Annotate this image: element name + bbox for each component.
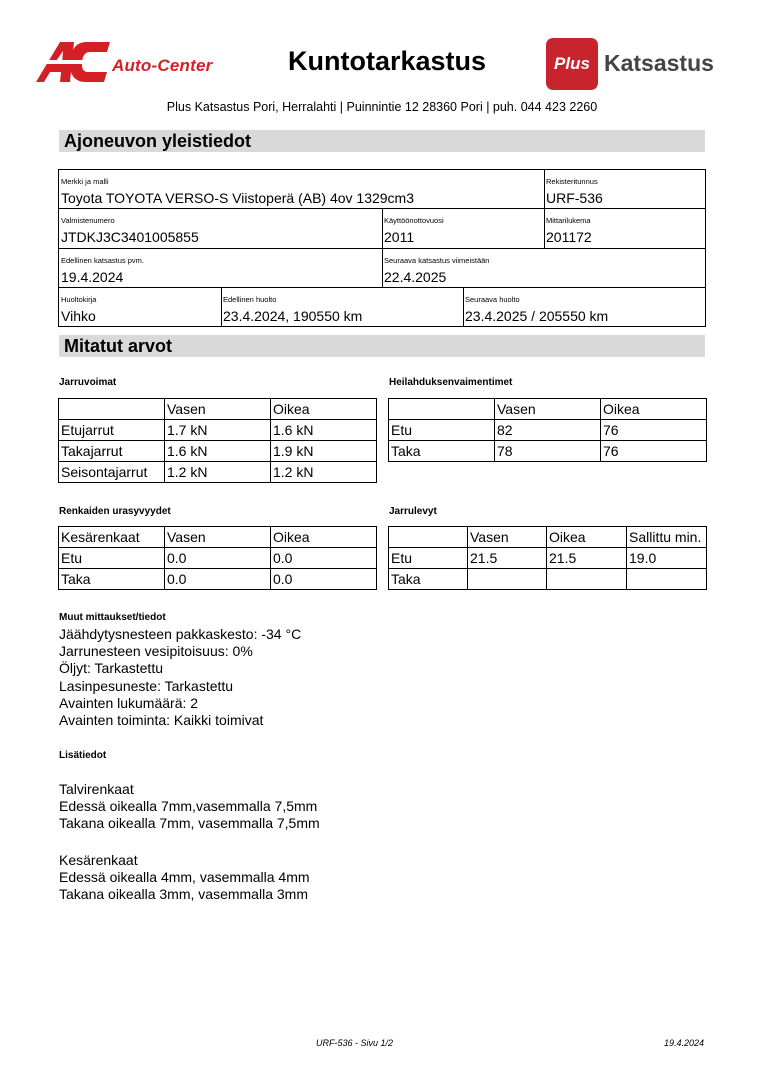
shocks-title: Heilahduksenvaimentimet bbox=[389, 377, 513, 388]
table-header-cell: Vasen bbox=[165, 527, 271, 548]
list-item: Kesärenkaat bbox=[59, 852, 138, 868]
table-row bbox=[59, 548, 377, 569]
brakes-title: Jarruvoimat bbox=[59, 377, 117, 388]
table-header-cell: Sallittu min. bbox=[627, 527, 707, 548]
table-row bbox=[59, 441, 377, 462]
next-service-value: 23.4.2025 / 205550 km bbox=[465, 308, 609, 324]
odometer-label: Mittarilukema bbox=[546, 216, 591, 225]
table-cell: 1.2 kN bbox=[165, 462, 271, 483]
prev-service-label: Edellinen huolto bbox=[223, 295, 277, 304]
next-inspection-label: Seuraava katsastus viimeistään bbox=[384, 256, 490, 265]
list-item: Lasinpesuneste: Tarkastettu bbox=[59, 677, 234, 694]
list-item: Edessä oikealla 7mm,vasemmalla 7,5mm bbox=[59, 798, 318, 815]
winter-tires-block bbox=[59, 781, 320, 833]
station-address: Plus Katsastus Pori, Herralahti | Puinnintie 12 28360 Pori | puh. 044 423 2260 bbox=[166, 100, 598, 114]
year-value: 2011 bbox=[384, 229, 415, 245]
plus-badge: Plus bbox=[546, 38, 598, 90]
table-cell: 21.5 bbox=[468, 548, 547, 569]
table-header-cell: Vasen bbox=[495, 399, 601, 420]
table-header-cell: Oikea bbox=[271, 399, 377, 420]
year-label: Käyttöönottovuosi bbox=[384, 216, 444, 225]
table-header-row bbox=[389, 399, 707, 420]
table-cell: Taka bbox=[389, 569, 468, 590]
table-cell: 76 bbox=[601, 441, 707, 462]
footer-page-info: URF-536 - Sivu 1/2 bbox=[316, 1038, 394, 1048]
list-item: Jarrunesteen vesipitoisuus: 0% bbox=[59, 643, 253, 660]
table-cell: 0.0 bbox=[271, 569, 377, 590]
table-cell: 1.9 kN bbox=[271, 441, 377, 462]
table-row bbox=[389, 441, 707, 462]
table-cell: 21.5 bbox=[547, 548, 627, 569]
section-vehicle-info-title: Ajoneuvon yleistiedot bbox=[64, 131, 252, 151]
list-item: Talvirenkaat bbox=[59, 781, 134, 797]
table-cell: 1.6 kN bbox=[165, 441, 271, 462]
katsastus-logo-text: Katsastus bbox=[604, 50, 714, 76]
table-cell: Taka bbox=[59, 569, 165, 590]
table-header-row bbox=[59, 399, 377, 420]
table-cell: Takajarrut bbox=[59, 441, 165, 462]
table-header-cell bbox=[389, 527, 468, 548]
vin-label: Valmistenumero bbox=[61, 216, 115, 225]
vin-value: JTDKJ3C3401005855 bbox=[61, 229, 199, 245]
table-cell bbox=[547, 569, 627, 590]
list-item: Öljyt: Tarkastettu bbox=[59, 660, 164, 677]
auto-center-ac-mark-icon bbox=[36, 38, 116, 84]
auto-center-logo bbox=[36, 38, 226, 88]
list-item: Edessä oikealla 4mm, vasemmalla 4mm bbox=[59, 869, 310, 886]
list-item: Avainten toiminta: Kaikki toimivat bbox=[59, 712, 264, 729]
table-cell bbox=[468, 569, 547, 590]
prev-service-value: 23.4.2024, 190550 km bbox=[223, 308, 363, 324]
other-measurements-title: Muut mittaukset/tiedot bbox=[59, 612, 166, 623]
service-book-value: Vihko bbox=[61, 308, 96, 324]
shocks-table bbox=[388, 398, 707, 462]
table-cell: Etu bbox=[59, 548, 165, 569]
table-row bbox=[59, 420, 377, 441]
table-cell: Taka bbox=[389, 441, 495, 462]
table-row bbox=[59, 569, 377, 590]
table-row bbox=[389, 548, 707, 569]
odometer-value: 201172 bbox=[546, 229, 592, 245]
discs-title: Jarrulevyt bbox=[389, 506, 437, 517]
next-inspection-value: 22.4.2025 bbox=[384, 269, 447, 285]
footer-date: 19.4.2024 bbox=[664, 1038, 705, 1048]
table-cell bbox=[627, 569, 707, 590]
list-item: Takana oikealla 7mm, vasemmalla 7,5mm bbox=[59, 815, 320, 832]
tires-table bbox=[58, 526, 377, 590]
brakes-table bbox=[58, 398, 377, 483]
registration-value: URF-536 bbox=[546, 190, 603, 206]
table-header-cell: Kesärenkaat bbox=[59, 527, 165, 548]
table-cell: 0.0 bbox=[271, 548, 377, 569]
table-header-row bbox=[389, 527, 707, 548]
table-header-row bbox=[59, 527, 377, 548]
next-service-label: Seuraava huolto bbox=[465, 295, 520, 304]
summer-tires-block bbox=[59, 852, 310, 904]
table-cell: 19.0 bbox=[627, 548, 707, 569]
table-row bbox=[59, 462, 377, 483]
table-header-cell bbox=[59, 399, 165, 420]
make-model-label: Merkki ja malli bbox=[61, 177, 109, 186]
table-cell: 78 bbox=[495, 441, 601, 462]
table-cell: 0.0 bbox=[165, 569, 271, 590]
table-cell: 1.6 kN bbox=[271, 420, 377, 441]
list-item: Jäähdytysnesteen pakkaskesto: -34 °C bbox=[59, 626, 302, 642]
table-header-cell: Oikea bbox=[547, 527, 627, 548]
plus-katsastus-logo bbox=[546, 38, 728, 90]
service-book-label: Huoltokirja bbox=[61, 295, 97, 304]
table-cell: 82 bbox=[495, 420, 601, 441]
tires-title: Renkaiden urasyvyydet bbox=[59, 506, 171, 517]
registration-label: Rekisteritunnus bbox=[546, 177, 598, 186]
table-header-cell: Vasen bbox=[468, 527, 547, 548]
prev-inspection-label: Edellinen katsastus pvm. bbox=[61, 256, 144, 265]
additional-info-title: Lisätiedot bbox=[59, 750, 107, 761]
table-cell: Seisontajarrut bbox=[59, 462, 165, 483]
table-header-cell: Oikea bbox=[271, 527, 377, 548]
table-cell: 0.0 bbox=[165, 548, 271, 569]
table-cell: Etujarrut bbox=[59, 420, 165, 441]
table-row bbox=[389, 420, 707, 441]
section-measured-values bbox=[59, 335, 705, 357]
discs-table bbox=[388, 526, 707, 590]
other-measurements-list bbox=[59, 626, 301, 729]
auto-center-logo-text: Auto-Center bbox=[112, 56, 213, 75]
vehicle-info-grid bbox=[58, 169, 706, 327]
section-measured-values-title: Mitatut arvot bbox=[64, 336, 172, 356]
table-header-cell: Oikea bbox=[601, 399, 707, 420]
table-header-cell: Vasen bbox=[165, 399, 271, 420]
make-model-value: Toyota TOYOTA VERSO-S Viistoperä (AB) 4ov 1329cm3 bbox=[61, 190, 415, 206]
table-row bbox=[389, 569, 707, 590]
table-cell: 76 bbox=[601, 420, 707, 441]
prev-inspection-value: 19.4.2024 bbox=[61, 269, 124, 285]
table-cell: 1.7 kN bbox=[165, 420, 271, 441]
list-item: Avainten lukumäärä: 2 bbox=[59, 694, 199, 711]
table-header-cell bbox=[389, 399, 495, 420]
table-cell: 1.2 kN bbox=[271, 462, 377, 483]
list-item: Takana oikealla 3mm, vasemmalla 3mm bbox=[59, 886, 308, 903]
section-vehicle-info bbox=[59, 130, 705, 152]
table-cell: Etu bbox=[389, 548, 468, 569]
table-cell: Etu bbox=[389, 420, 495, 441]
document-title: Kuntotarkastus bbox=[288, 46, 487, 76]
